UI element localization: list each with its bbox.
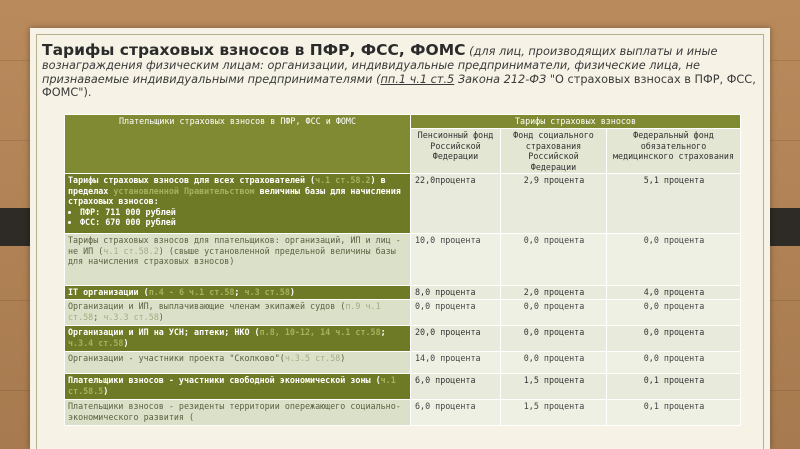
label-part: ) [289,287,295,297]
value-fss: 0,0 процента [501,234,607,286]
law-ref[interactable]: п.8, 10-12, 14 ч.1 ст.58 [259,327,381,337]
row-label [65,352,411,374]
header-tariffs: Тарифы страховых взносов [411,115,741,129]
label-part: Плательщики взносов - резиденты территории опережающего социально-экономического развития ( [68,401,401,422]
value-foms: 0,1 процента [607,400,741,426]
label-part: ) (свыше установленной предельной величины базы для начисления страховых взносов) [68,245,396,266]
value-foms: 0,1 процента [607,374,741,400]
law-ref[interactable]: установленной Правительством [113,185,255,196]
value-pfr: 6,0 процента [411,400,501,426]
value-foms: 0,0 процента [607,326,741,352]
row-label [65,234,411,286]
law-ref[interactable]: п.9 ч.1 ст.58 [68,301,381,322]
law-ref[interactable]: п.4 - 6 ч.1 ст.58 [148,287,235,297]
heading-title: Тарифы страховых взносов в ПФР, ФСС, ФОМС [42,41,466,59]
label-part: ) [103,385,109,396]
value-fss: 0,0 процента [501,352,607,374]
label-part: ) [123,337,129,348]
value-pfr: 14,0 процента [411,352,501,374]
heading-ref-law: Закона 212-ФЗ [454,72,547,86]
label-part: ) [340,353,346,363]
value-fss: 0,0 процента [501,326,607,352]
table-row [65,326,741,352]
label-part: Плательщики взносов - участники свободной экономической зоны ( [68,375,381,385]
label-part: Организации и ИП, выплачивающие членам экипажей судов ( [68,301,346,311]
label-part: IT организации ( [68,287,149,297]
label-part: Организации - участники проекта "Сколково"( [68,353,285,363]
value-fss: 2,9 процента [501,174,607,234]
heading-ref-link[interactable]: пп.1 ч.1 ст.5 [380,72,455,86]
label-part: величины базы для начисления страховых взносов: [68,185,401,206]
row-label [65,400,411,426]
value-pfr: 6,0 процента [411,374,501,400]
heading-law-name: "О страховых взносах в ПФР, ФСС, ФОМС"). [42,72,756,100]
header-col-fss: Фонд социального страхования Российской Федерации [501,129,607,174]
label-part: ) [158,311,164,322]
table-row [65,400,741,426]
label-part: Тарифы страховых взносов для плательщиков: организаций, ИП и лиц - не ИП ( [68,235,401,256]
value-fss: 1,5 процента [501,400,607,426]
slide-heading [42,41,758,100]
table-row [65,234,741,286]
value-foms: 0,0 процента [607,352,741,374]
law-ref[interactable]: ч.3.3 ст.58 [103,311,159,322]
heading-italic: для лиц, производящих выплаты и иные вознаграждения физическим лицам: организации, индивидуальные предприниматели, физические лица, не признаваемые индивидуальными предпринимателями [42,45,718,86]
table-row [65,300,741,326]
row-label [65,174,411,234]
header-col-pfr: Пенсионный фонд Российской Федерации [411,129,501,174]
value-pfr: 20,0 процента [411,326,501,352]
heading-ref-open: ( [376,72,381,86]
law-ref[interactable]: ч.3 ст.58 [244,287,290,297]
value-fss: 1,5 процента [501,374,607,400]
value-pfr: 8,0 процента [411,286,501,300]
limit-item: • ПФР: 711 000 рублей [80,207,407,218]
tariffs-table [64,114,741,426]
value-pfr: 10,0 процента [411,234,501,286]
value-foms: 0,0 процента [607,234,741,286]
label-part: Организации и ИП на УСН; аптеки; НКО ( [68,327,260,337]
value-foms: 5,1 процента [607,174,741,234]
table-row [65,352,741,374]
value-pfr: 0,0 процента [411,300,501,326]
law-ref[interactable]: ч.3.4 ст.58 [68,337,124,348]
row-label [65,286,411,300]
law-ref[interactable]: ч.3.5 ст.58 [284,353,341,363]
law-ref[interactable]: ч.1 ст.58.5 [68,375,396,396]
value-fss: 0,0 процента [501,300,607,326]
header-col-foms: Федеральный фонд обязательного медицинского страхования [607,129,741,174]
value-foms: 0,0 процента [607,300,741,326]
law-ref[interactable]: ч.1 ст.58.2 [103,245,159,256]
table-row [65,286,741,300]
value-foms: 4,0 процента [607,286,741,300]
heading-paren: ( [469,45,474,58]
law-ref[interactable]: ч.1 ст.58.2 [315,175,371,185]
value-fss: 2,0 процента [501,286,607,300]
slide [30,28,770,449]
label-part: ; [380,327,386,337]
limit-list [68,207,407,228]
header-payers: Плательщики страховых взносов в ПФР, ФСС и ФОМС [65,115,411,174]
table-row [65,374,741,400]
label-part: Тарифы страховых взносов для всех страхователей ( [68,175,316,185]
row-label [65,300,411,326]
table-row [65,174,741,234]
row-label [65,326,411,352]
label-part: ; [234,287,245,297]
value-pfr: 22,0процента [411,174,501,234]
label-part: ; [93,311,104,322]
limit-item: • ФСС: 670 000 рублей [80,217,407,228]
row-label [65,374,411,400]
label-part: ) в пределах [68,175,386,196]
